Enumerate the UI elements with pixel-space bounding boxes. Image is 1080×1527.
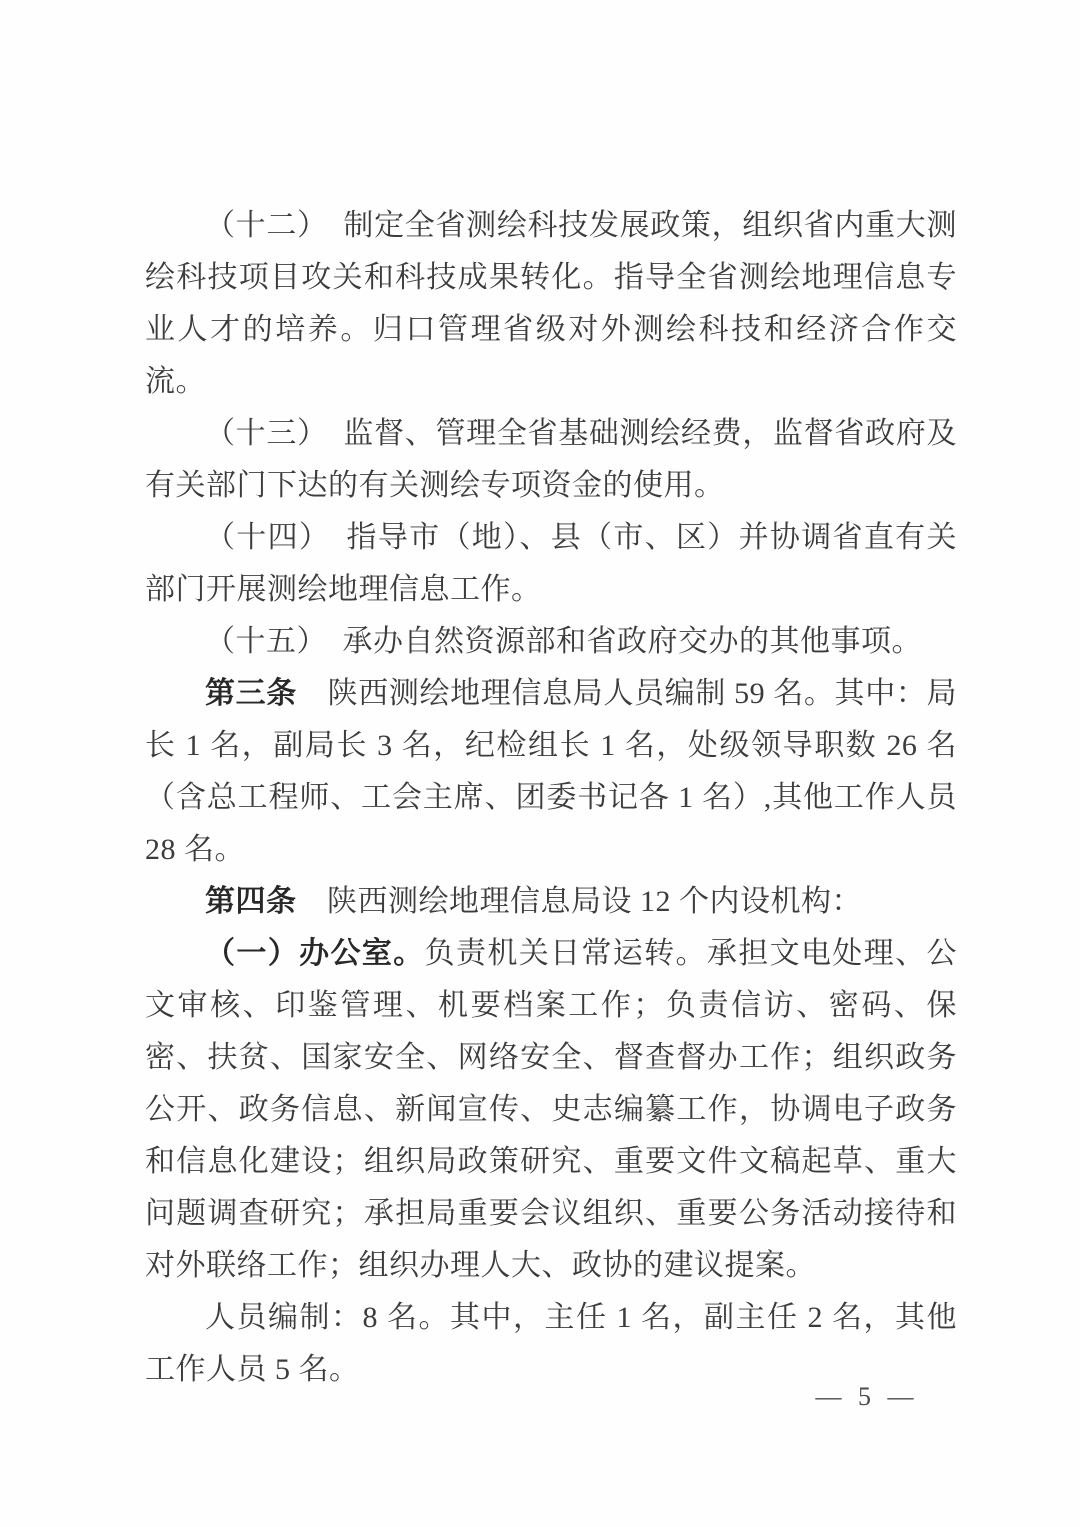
document-body — [145, 200, 957, 1396]
paragraph-office-section — [145, 928, 957, 1292]
page-number: — 5 — — [815, 1382, 919, 1411]
paragraph-text: 陕西测绘地理信息局设 12 个内设机构： — [296, 885, 862, 918]
paragraph-text: 人员编制：8 名。其中，主任 1 名，副主任 2 名，其他工作人员 5 名。 — [145, 1301, 957, 1386]
paragraph-text: （十三） 监督、管理全省基础测绘经费，监督省政府及有关部门下达的有关测绘专项资金的使用。 — [145, 417, 957, 502]
paragraph-text: 陕西测绘地理信息局人员编制 59 名。其中：局长 1 名，副局长 3 名，纪检组长 1 名，处级领导职数 26 名（含总工程师、工会主席、团委书记各 1 名）,其他工作人员 28 名。 — [145, 677, 957, 866]
paragraph-item-14 — [145, 512, 957, 616]
article-number-label: 第三条 — [205, 677, 297, 710]
paragraph-article-4 — [145, 876, 957, 928]
paragraph-staffing — [145, 1292, 957, 1396]
paragraph-article-3 — [145, 668, 957, 876]
section-title-label: （一）办公室。 — [205, 937, 425, 970]
paragraph-text: 负责机关日常运转。承担文电处理、公文审核、印鉴管理、机要档案工作；负责信访、密码、保密、扶贫、国家安全、网络安全、督查督办工作；组织政务公开、政务信息、新闻宣传、史志编纂工作，协调电子政务和信息化建设；组织局政策研究、重要文件文稿起草、重大问题调查研究；承担局重要会议组织、重要公务活动接待和对外联络工作；组织办理人大、政协的建议提案。 — [145, 937, 958, 1282]
article-number-label: 第四条 — [205, 885, 297, 918]
paragraph-text: （十五） 承办自然资源部和省政府交办的其他事项。 — [205, 625, 922, 658]
paragraph-text: （十二） 制定全省测绘科技发展政策，组织省内重大测绘科技项目攻关和科技成果转化。指导全省测绘地理信息专业人才的培养。归口管理省级对外测绘科技和经济合作交流。 — [145, 209, 957, 398]
paragraph-item-13 — [145, 408, 957, 512]
paragraph-text: （十四） 指导市（地）、县（市、区）并协调省直有关部门开展测绘地理信息工作。 — [145, 521, 957, 606]
paragraph-item-12 — [145, 200, 957, 408]
paragraph-item-15 — [145, 616, 957, 668]
